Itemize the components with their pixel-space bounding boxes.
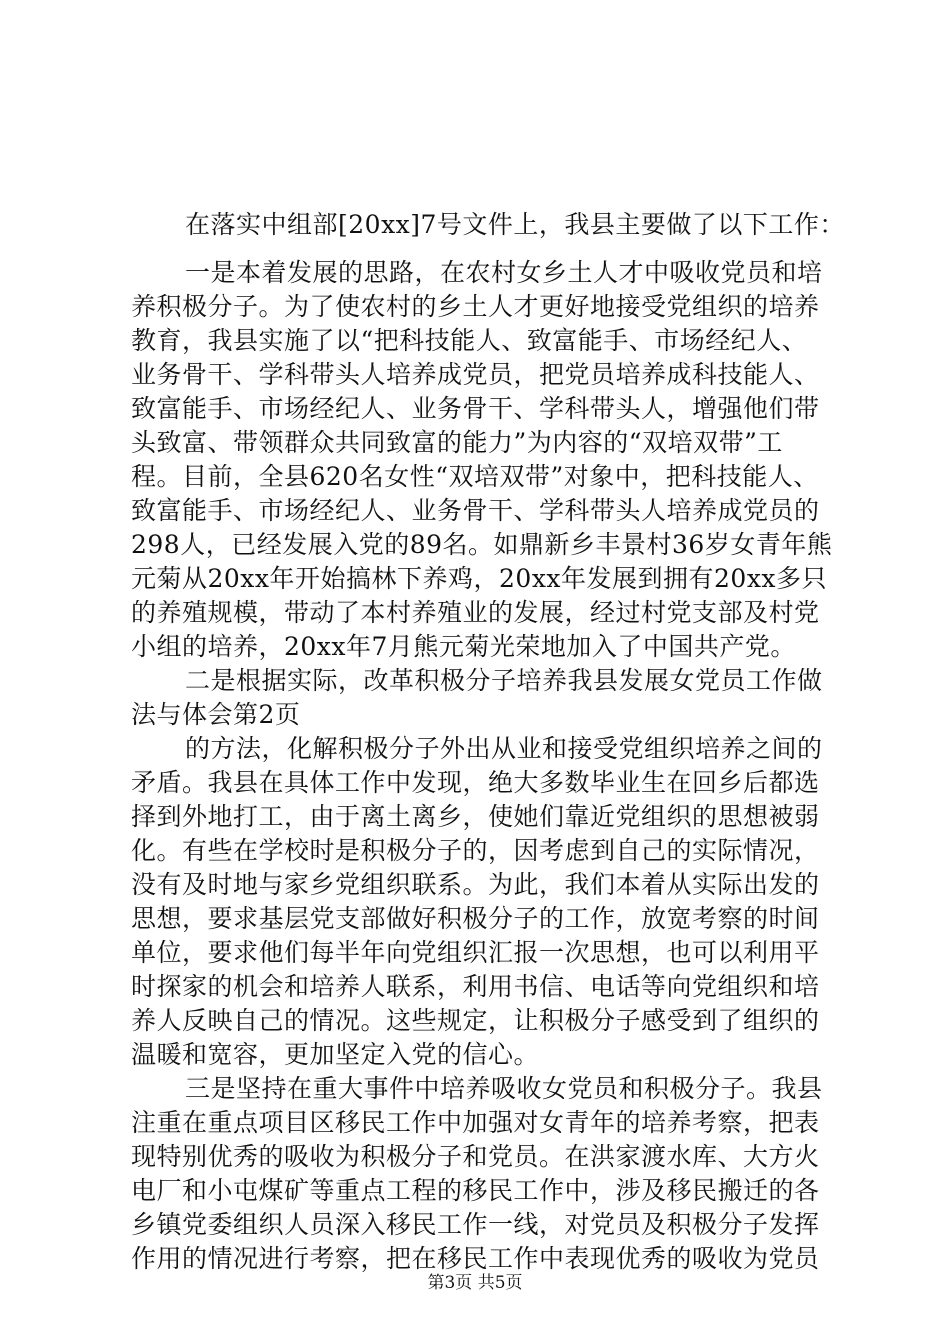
paragraph-1-line: 程。目前，全县620名女性“双培双带”对象中，把科技能人、 <box>131 462 819 491</box>
paragraph-1-line: 头致富、带领群众共同致富的能力”为内容的“双培双带”工 <box>131 428 783 457</box>
paragraph-1-line: 业务骨干、学科带头人培养成党员，把党员培养成科技能人、 <box>131 360 820 389</box>
paragraph-3-line: 三是坚持在重大事件中培养吸收女党员和积极分子。我县 <box>185 1074 823 1103</box>
paragraph-1-line: 一是本着发展的思路，在农村女乡土人才中吸收党员和培 <box>185 258 823 287</box>
paragraph-2-line: 择到外地打工，由于离土离乡，使她们靠近党组织的思想被弱 <box>131 802 820 831</box>
paragraph-1-line: 298人，已经发展入党的89名。如鼎新乡丰景村36岁女青年熊 <box>131 530 833 559</box>
paragraph-2-line: 矛盾。我县在具体工作中发现，绝大多数毕业生在回乡后都选 <box>131 768 820 797</box>
paragraph-1-line: 教育，我县实施了以“把科技能人、致富能手、市场经纪人、 <box>131 326 808 355</box>
paragraph-1-line: 致富能手、市场经纪人、业务骨干、学科带头人，增强他们带 <box>131 394 820 423</box>
paragraph-2-line: 单位，要求他们每半年向党组织汇报一次思想，也可以利用平 <box>131 938 820 967</box>
paragraph-3-line: 乡镇党委组织人员深入移民工作一线，对党员及积极分子发挥 <box>131 1210 820 1239</box>
paragraph-3-line: 作用的情况进行考察，把在移民工作中表现优秀的吸收为党员 <box>131 1244 820 1273</box>
paragraph-2-line: 没有及时地与家乡党组织联系。为此，我们本着从实际出发的 <box>131 870 820 899</box>
paragraph-2-line: 时探家的机会和培养人联系，利用书信、电话等向党组织和培 <box>131 972 820 1001</box>
paragraph-1-line: 致富能手、市场经纪人、业务骨干、学科带头人培养成党员的 <box>131 496 820 525</box>
paragraph-1-line: 小组的培养，20xx年7月熊元菊光荣地加入了中国共产党。 <box>131 632 796 661</box>
page-number-footer: 第3页 共5页 <box>427 1273 523 1293</box>
paragraph-2-line: 法与体会第2页 <box>131 700 301 729</box>
paragraph-2-line: 的方法，化解积极分子外出从业和接受党组织培养之间的 <box>185 734 823 763</box>
paragraph-3-line: 现特别优秀的吸收为积极分子和党员。在洪家渡水库、大方火 <box>131 1142 820 1171</box>
paragraph-1-line: 元菊从20xx年开始搞林下养鸡，20xx年发展到拥有20xx多只 <box>131 564 828 593</box>
paragraph-3-line: 注重在重点项目区移民工作中加强对女青年的培养考察，把表 <box>131 1108 820 1137</box>
paragraph-1-line: 的养殖规模，带动了本村养殖业的发展，经过村党支部及村党 <box>131 598 820 627</box>
paragraph-2-line: 养人反映自己的情况。这些规定，让积极分子感受到了组织的 <box>131 1006 820 1035</box>
paragraph-2-line: 思想，要求基层党支部做好积极分子的工作，放宽考察的时间 <box>131 904 820 933</box>
paragraph-2-line: 化。有些在学校时是积极分子的，因考虑到自己的实际情况， <box>131 836 820 865</box>
paragraph-2-line: 温暖和宽容，更加坚定入党的信心。 <box>131 1040 540 1069</box>
paragraph-1-line: 养积极分子。为了使农村的乡土人才更好地接受党组织的培养 <box>131 292 820 321</box>
paragraph-2-line: 二是根据实际，改革积极分子培养我县发展女党员工作做 <box>185 666 823 695</box>
intro-line: 在落实中组部[20xx]7号文件上，我县主要做了以下工作： <box>185 210 845 239</box>
paragraph-3-line: 电厂和小屯煤矿等重点工程的移民工作中，涉及移民搬迁的各 <box>131 1176 820 1205</box>
